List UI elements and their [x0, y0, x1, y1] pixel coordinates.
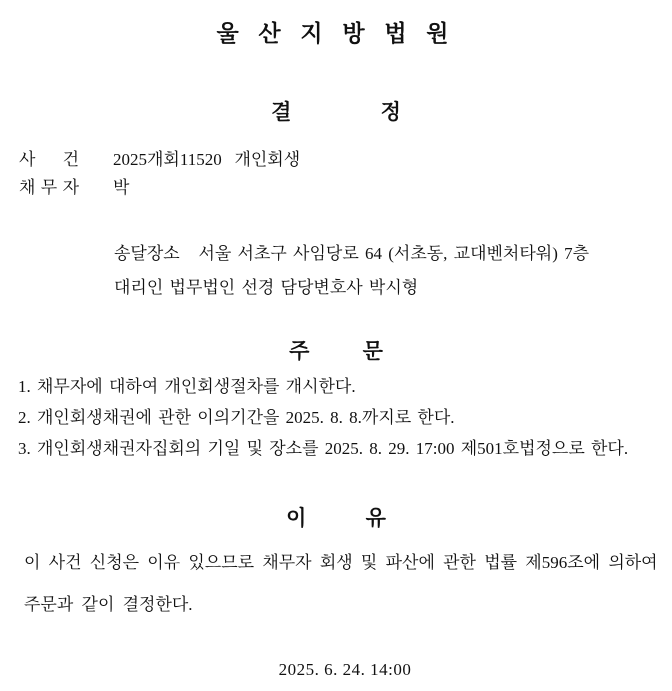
debtor-value: 박: [113, 178, 130, 197]
court-name-title: 울 산 지 방 법 원: [216, 21, 456, 46]
reason-text-line: 주문과 같이 결정한다.: [24, 595, 193, 614]
case-number-value: 2025개회11520 개인회생: [113, 150, 301, 169]
service-address-line: 송달장소 서울 서초구 사임당로 64 (서초동, 교대벤처타워) 7층: [114, 244, 590, 263]
debtor-row: [19, 177, 129, 198]
order-section-heading: 주 문: [289, 339, 383, 363]
debtor-label: 채 무 자: [19, 178, 79, 197]
document-type-heading: 결 정: [271, 100, 401, 124]
decision-datetime: 2025. 6. 24. 14:00: [278, 660, 412, 679]
order-item: 1. 채무자에 대하여 개인회생절차를 개시한다.: [18, 377, 356, 396]
case-number-row: [19, 149, 300, 170]
order-item: 2. 개인회생채권에 관한 이의기간을 2025. 8. 8.까지로 한다.: [18, 408, 455, 427]
attorney-line: 대리인 법무법인 선경 담당변호사 박시형: [114, 278, 419, 297]
reason-section-heading: 이 유: [286, 506, 386, 530]
order-item: 3. 개인회생채권자집회의 기일 및 장소를 2025. 8. 29. 17:00 제501호법정으로 한다.: [18, 439, 629, 458]
reason-text-line: 이 사건 신청은 이유 있으므로 채무자 회생 및 파산에 관한 법률 제596조에 의하여: [24, 553, 658, 572]
case-number-label: 사 건: [19, 150, 79, 169]
